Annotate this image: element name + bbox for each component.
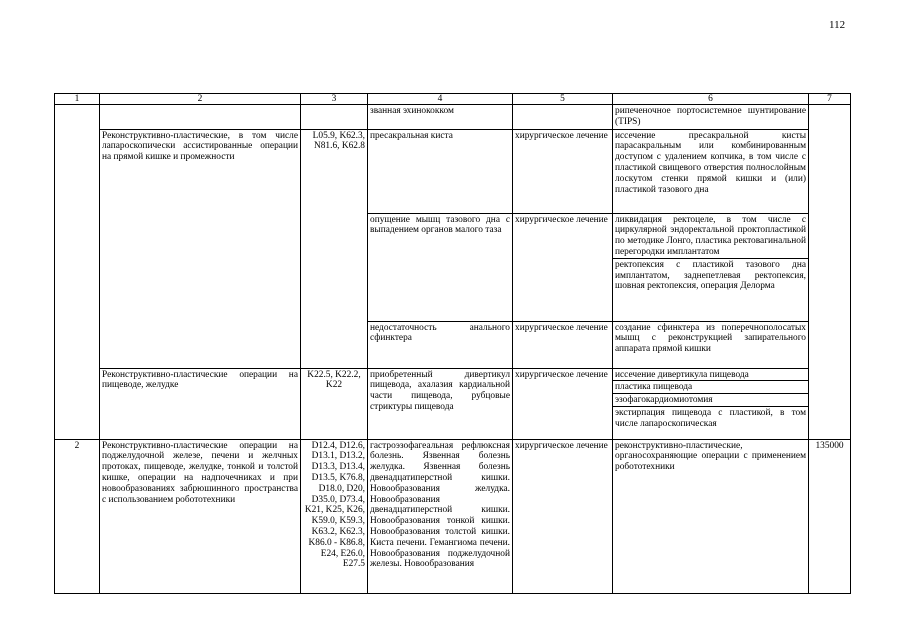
diagnosis-cell: пресакральная киста — [368, 129, 513, 213]
table-row — [55, 368, 851, 439]
col-header-3: 3 — [301, 94, 368, 105]
method-cell — [613, 368, 809, 439]
method-cell: рипеченочное портосистемное шунтирование (TIPS) — [613, 105, 809, 130]
method-item: эзофагокардиомиотомия — [613, 393, 808, 406]
norm-cost-cell — [809, 105, 851, 440]
treatment-type-cell: хирургическое лечение — [513, 321, 613, 368]
diagnosis-cell: опущение мышц тазового дна с выпадением органов малого таза — [368, 213, 513, 321]
row-number-cell — [55, 105, 100, 440]
page-number: 112 — [829, 19, 846, 31]
treatment-type-cell: хирургическое лечение — [513, 129, 613, 213]
col-header-1: 1 — [55, 94, 100, 105]
procedure-group-cell: Реконструктивно-пластические, в том числе лапароскопически ассистированные операции на прямой кишке и промежности — [100, 129, 301, 368]
treatment-type-cell: хирургическое лечение — [513, 439, 613, 593]
norm-cost-cell: 135000 — [809, 439, 851, 593]
method-item: пластика пищевода — [613, 380, 808, 393]
diagnosis-cell: приобретенный дивертикул пищевода, ахалазия кардиальной части пищевода, рубцовые стриктуры пищевода — [368, 368, 513, 439]
method-item: иссечение дивертикула пищевода — [615, 369, 749, 380]
treatment-type-cell: хирургическое лечение — [513, 368, 613, 439]
col-header-2: 2 — [100, 94, 301, 105]
col-header-6: 6 — [613, 94, 809, 105]
icd-codes-cell: L05.9, K62.3, N81.6, K62.8 — [301, 129, 368, 368]
col-header-5: 5 — [513, 94, 613, 105]
method-item: экстирпация пищевода с пластикой, в том числе лапароскопическая — [615, 407, 806, 429]
treatment-type-cell — [513, 105, 613, 130]
diagnosis-cell: званная эхинококком — [368, 105, 513, 130]
procedure-group-cell — [100, 105, 301, 130]
diagnosis-cell: гастроэзофагеальная рефлюксная болезнь. Язвенная болезнь желудка. Язвенная болезнь двенадцатиперстной кишки. Новообразования желудка. Новообразования двенадцатиперстной кишки. Новообразования тонкой кишки. Новообразования толстой кишки. Киста печени. Гемангиома печени. Новообразования поджелудочной железы. Новообразования — [368, 439, 513, 593]
method-cell — [613, 213, 809, 321]
col-header-7: 7 — [809, 94, 851, 105]
col-header-4: 4 — [368, 94, 513, 105]
method-item: ректопексия с пластикой тазового дна имплантатом, заднепетлевая ректопексия, шовная ректопексия, операция Делорма — [615, 259, 806, 292]
procedure-group-cell: Реконструктивно-пластические операции на пищеводе, желудке — [100, 368, 301, 439]
table-row — [55, 439, 851, 593]
table-row — [55, 105, 851, 130]
method-item: ликвидация ректоцеле, в том числе с циркулярной эндоректальной проктопластикой по методике Лонго, пластика ректовагинальной перегородки имплантатом — [615, 214, 806, 257]
medical-procedures-table — [54, 93, 851, 594]
method-cell: иссечение пресакральной кисты парасакральным или комбинированным доступом с удалением копчика, в том числе с пластикой свищевого отверстия полнослойным лоскутом стенки прямой кишки и (или) пластикой тазового дна — [613, 129, 809, 213]
diagnosis-cell: недостаточность анального сфинктера — [368, 321, 513, 368]
method-cell: создание сфинктера из поперечнополосатых мышц с реконструкцией запирательного аппарата прямой кишки — [613, 321, 809, 368]
method-cell: реконструктивно-пластические, органосохраняющие операции с применением робототехники — [613, 439, 809, 593]
treatment-type-cell: хирургическое лечение — [513, 213, 613, 321]
table-row — [55, 129, 851, 213]
column-number-row — [55, 94, 851, 105]
icd-codes-cell: D12.4, D12.6, D13.1, D13.2, D13.3, D13.4, D13.5, K76.8, D18.0, D20, D35.0, D73.4, K21, K25, K26, K59.0, K59.3, K63.2, K62.3, K86.0 - K86.8, E24, E26.0, E27.5 — [301, 439, 368, 593]
icd-codes-cell — [301, 105, 368, 130]
icd-codes-cell: K22.5, K22.2, K22 — [301, 368, 368, 439]
procedure-group-cell: Реконструктивно-пластические операции на поджелудочной железе, печени и желчных протоках, пищеводе, желудке, тонкой и толстой кишке, операции на надпочечниках и при новообразованиях забрюшинного пространства с использованием робототехники — [100, 439, 301, 593]
row-number-cell: 2 — [55, 439, 100, 593]
